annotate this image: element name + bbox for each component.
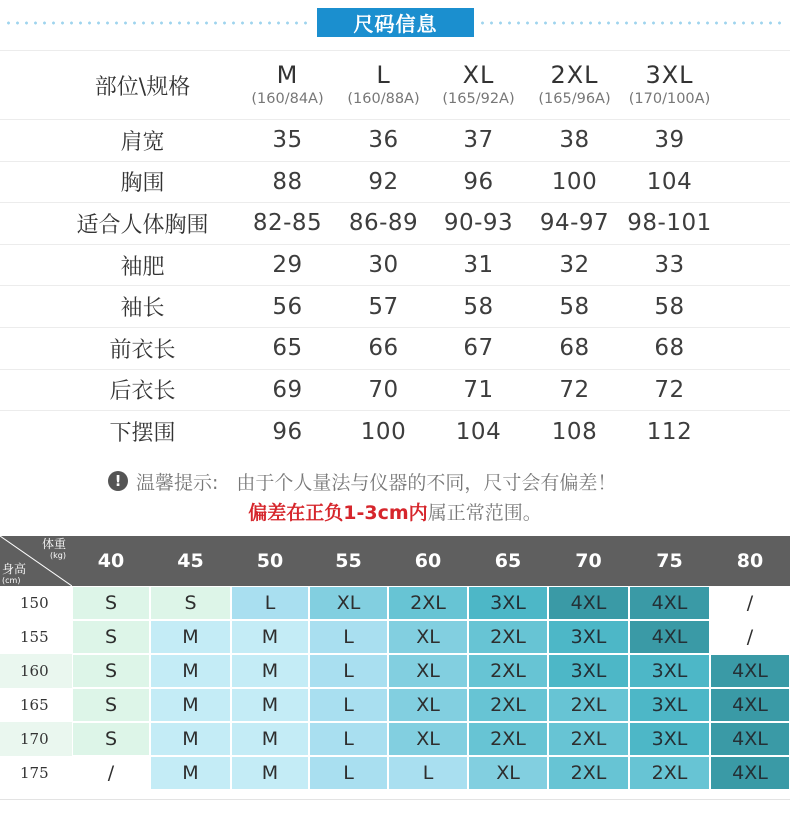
notice-text: 由于个人量法与仪器的不同，尺寸会有偏差！	[236, 471, 617, 494]
spec-value: 33	[654, 252, 685, 279]
spec-col-header	[336, 51, 431, 119]
spec-header-row	[0, 50, 790, 120]
spec-value: 57	[368, 293, 399, 320]
size-cell: L	[310, 757, 387, 789]
weight-col-header: 80	[736, 550, 764, 572]
size-cell: 3XL	[469, 587, 547, 619]
spec-value: 35	[272, 127, 303, 154]
spec-value: 104	[646, 168, 693, 195]
spec-value: 58	[559, 293, 590, 320]
weight-col-header: 50	[256, 550, 284, 572]
notice-tail: 属正常范围。	[427, 502, 542, 524]
size-cell: XL	[389, 621, 467, 653]
size-cell: M	[151, 655, 230, 687]
size-label: 2XL	[550, 61, 599, 89]
spec-row-label: 袖肥	[120, 254, 165, 280]
spec-row-label: 胸围	[120, 171, 165, 197]
height-axis-label	[2, 563, 26, 585]
spec-col-header	[527, 51, 622, 119]
spec-value: 58	[463, 293, 494, 320]
size-code: (165/92A)	[442, 91, 515, 107]
size-cell: 4XL	[711, 655, 789, 687]
size-cell: 3XL	[549, 621, 628, 653]
size-cell: XL	[389, 723, 467, 755]
size-cell: 4XL	[711, 757, 789, 789]
spec-value: 86-89	[348, 210, 419, 237]
size-cell: L	[310, 723, 387, 755]
size-cell: M	[232, 757, 308, 789]
size-cell: XL	[469, 757, 547, 789]
size-cell: M	[232, 621, 308, 653]
spec-value: 71	[463, 376, 494, 403]
spec-value: 72	[559, 376, 590, 403]
spec-value: 69	[272, 376, 303, 403]
size-cell: 2XL	[630, 757, 709, 789]
weight-col-header: 65	[494, 550, 522, 572]
spec-value: 100	[551, 168, 598, 195]
height-row-header: 160	[0, 654, 72, 688]
size-cell: M	[151, 757, 230, 789]
spec-value: 32	[559, 252, 590, 279]
grid-corner-cell	[0, 536, 72, 586]
spec-value: 92	[368, 168, 399, 195]
size-spec-table	[0, 50, 790, 453]
size-cell: 2XL	[469, 723, 547, 755]
weight-col-header: 70	[575, 550, 602, 572]
size-cell: M	[232, 723, 308, 755]
size-cell: 2XL	[469, 689, 547, 721]
spec-value: 37	[463, 127, 494, 154]
header-dotted-line-right	[478, 21, 786, 25]
size-cell: S	[73, 723, 149, 755]
size-code: (160/88A)	[347, 91, 420, 107]
size-cell: M	[232, 655, 308, 687]
spec-value: 96	[272, 418, 303, 445]
spec-value: 31	[463, 252, 494, 279]
size-cell: 2XL	[549, 689, 628, 721]
spec-value: 70	[368, 376, 399, 403]
height-row-header: 150	[0, 586, 72, 620]
size-cell: S	[73, 689, 149, 721]
weight-col-header: 75	[656, 550, 683, 572]
size-cell: 3XL	[630, 723, 709, 755]
spec-value: 56	[272, 293, 303, 320]
spec-value: 98-101	[627, 210, 712, 237]
spec-value: 68	[559, 335, 590, 362]
spec-value: 90-93	[443, 210, 514, 237]
spec-row	[0, 328, 790, 370]
size-cell: 4XL	[711, 689, 789, 721]
spec-value: 94-97	[539, 210, 610, 237]
size-cell: M	[151, 689, 230, 721]
size-cell: 4XL	[711, 723, 789, 755]
size-label: M	[276, 61, 299, 89]
spec-col-header	[431, 51, 526, 119]
size-cell: 2XL	[549, 723, 628, 755]
size-cell: 4XL	[630, 621, 709, 653]
spec-value: 39	[654, 127, 685, 154]
size-cell: 4XL	[549, 587, 628, 619]
size-cell: M	[151, 621, 230, 653]
spec-value: 88	[272, 168, 303, 195]
size-cell: L	[310, 621, 387, 653]
spec-value: 100	[360, 418, 407, 445]
notice-line	[108, 468, 748, 494]
size-cell: 4XL	[630, 587, 709, 619]
spec-row	[0, 245, 790, 287]
section-title: 尺码信息	[317, 8, 474, 37]
size-cell: 3XL	[630, 655, 709, 687]
size-cell: XL	[389, 689, 467, 721]
weight-col-header: 60	[414, 550, 442, 572]
size-cell: 2XL	[469, 621, 547, 653]
notice-label: 温馨提示:	[136, 471, 219, 494]
spec-row	[0, 203, 790, 245]
spec-row-label: 袖长	[120, 296, 165, 322]
spec-value: 96	[463, 168, 494, 195]
size-code: (160/84A)	[251, 91, 324, 107]
spec-value: 66	[368, 335, 399, 362]
size-cell: S	[151, 587, 230, 619]
notice-highlight: 偏差在正负1-3cm内	[248, 502, 428, 524]
size-cell: 3XL	[630, 689, 709, 721]
size-cell: 2XL	[549, 757, 628, 789]
spec-row	[0, 411, 790, 453]
height-row-header: 170	[0, 722, 72, 756]
spec-row-label: 肩宽	[120, 129, 165, 155]
weight-axis-label	[42, 538, 66, 560]
spec-value: 82-85	[252, 210, 323, 237]
size-cell: L	[232, 587, 308, 619]
spec-row-label: 下摆围	[109, 421, 176, 447]
spec-row	[0, 120, 790, 162]
size-cell: L	[310, 655, 387, 687]
size-label: 3XL	[645, 61, 694, 89]
spec-row	[0, 162, 790, 204]
size-label: L	[376, 61, 391, 89]
spec-value: 67	[463, 335, 494, 362]
notice-range-line	[0, 498, 790, 525]
weight-col-header: 40	[97, 550, 125, 572]
spec-value: 65	[272, 335, 303, 362]
height-row-header: 165	[0, 688, 72, 722]
weight-label: 体重	[41, 537, 66, 551]
spec-col-header	[240, 51, 335, 119]
size-cell: L	[310, 689, 387, 721]
size-cell: S	[73, 621, 149, 653]
spec-row-label: 适合人体胸围	[76, 212, 209, 238]
size-cell: L	[389, 757, 467, 789]
spec-col-header	[622, 51, 717, 119]
size-code: (170/100A)	[628, 91, 711, 107]
header-dotted-line-left	[4, 21, 312, 25]
size-cell: /	[711, 621, 789, 653]
size-cell: 3XL	[549, 655, 628, 687]
size-cell: S	[73, 655, 149, 687]
size-recommendation-grid	[0, 536, 790, 800]
spec-row	[0, 286, 790, 328]
spec-value: 36	[368, 127, 399, 154]
weight-col-header: 45	[177, 550, 204, 572]
size-cell: M	[151, 723, 230, 755]
spec-value: 108	[551, 418, 598, 445]
spec-value: 68	[654, 335, 685, 362]
size-cell: 2XL	[389, 587, 467, 619]
spec-row-label: 前衣长	[109, 337, 176, 363]
size-cell: 2XL	[469, 655, 547, 687]
exclamation-icon: !	[108, 471, 128, 491]
spec-value: 104	[455, 418, 502, 445]
size-cell: M	[232, 689, 308, 721]
spec-value: 112	[646, 418, 693, 445]
spec-corner-label: 部位\规格	[94, 74, 191, 100]
size-label: XL	[462, 61, 495, 89]
size-cell: XL	[310, 587, 387, 619]
size-code: (165/96A)	[538, 91, 611, 107]
height-row-header: 175	[0, 756, 72, 790]
height-unit: (cm)	[2, 576, 21, 585]
weight-col-header: 55	[335, 550, 362, 572]
size-cell: S	[73, 587, 149, 619]
spec-row	[0, 370, 790, 412]
spec-value: 30	[368, 252, 399, 279]
size-cell: /	[73, 757, 149, 789]
size-cell: XL	[389, 655, 467, 687]
height-label: 身高	[2, 562, 27, 576]
spec-value: 38	[559, 127, 590, 154]
spec-value: 29	[272, 252, 303, 279]
spec-row-label: 后衣长	[109, 379, 176, 405]
weight-unit: (kg)	[50, 551, 66, 560]
height-row-header: 155	[0, 620, 72, 654]
spec-value: 58	[654, 293, 685, 320]
size-cell: /	[711, 587, 789, 619]
spec-value: 72	[654, 376, 685, 403]
